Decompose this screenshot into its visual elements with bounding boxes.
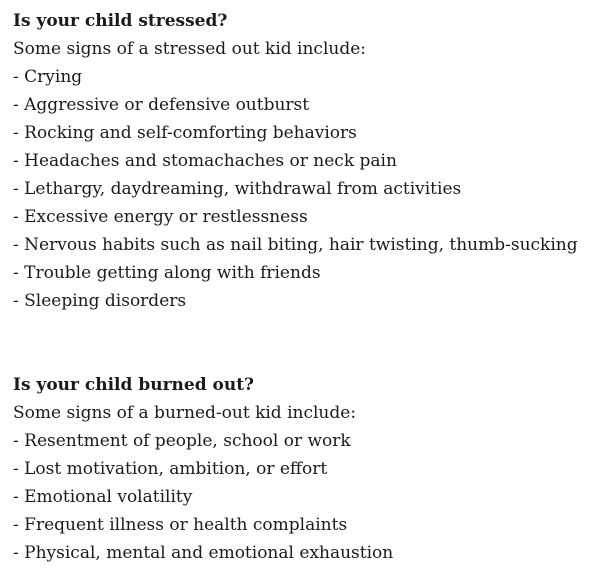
section-intro: Some signs of a burned-out kid include: (13, 403, 357, 423)
list-item: - Trouble getting along with friends (13, 263, 321, 283)
section-burned-out (13, 371, 616, 567)
list-item: - Lethargy, daydreaming, withdrawal from activities (13, 179, 462, 199)
list-item: - Sleeping disorders (13, 291, 187, 311)
list-item: - Physical, mental and emotional exhaustion (13, 543, 394, 563)
list-item: - Headaches and stomachaches or neck pain (13, 151, 397, 171)
list-item: - Crying (13, 67, 83, 87)
list-item: - Lost motivation, ambition, or effort (13, 459, 328, 479)
list-item: - Rocking and self-comforting behaviors (13, 123, 357, 143)
list-item: - Nervous habits such as nail biting, hair twisting, thumb-sucking (13, 235, 578, 255)
list-item: - Emotional volatility (13, 487, 193, 507)
section-stressed (13, 7, 616, 315)
list-item: - Resentment of people, school or work (13, 431, 351, 451)
list-item: - Excessive energy or restlessness (13, 207, 308, 227)
list-item: - Frequent illness or health complaints (13, 515, 348, 535)
list-item: - Aggressive or defensive outburst (13, 95, 310, 115)
section-heading: Is your child stressed? (13, 11, 228, 31)
section-divider-space (13, 315, 616, 371)
section-intro: Some signs of a stressed out kid include: (13, 39, 366, 59)
section-heading: Is your child burned out? (13, 375, 255, 395)
